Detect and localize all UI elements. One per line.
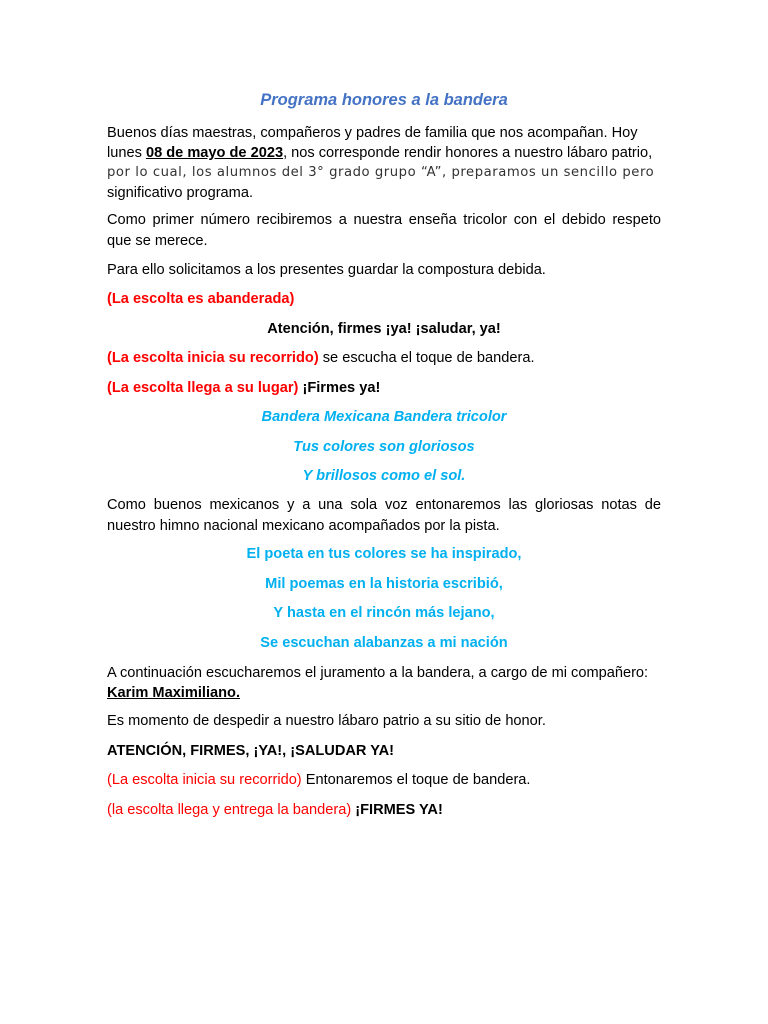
stage-direction-1: (La escolta es abanderada) <box>107 291 295 307</box>
poem2-line-4: Se escuchan alabanzas a mi nación <box>260 635 508 651</box>
poem1-line-2: Tus colores son gloriosos <box>293 439 475 455</box>
poem2-line-3: Y hasta en el rincón más lejano, <box>273 605 495 621</box>
poem1-line-3: Y brillosos como el sol. <box>302 468 466 484</box>
intro-text-1: Buenos días maestras, compañeros y padres de familia que nos acompañan. Hoy <box>107 125 638 141</box>
oath-student-name: Karim Maximiliano. <box>107 685 241 701</box>
intro-text-2a: lunes <box>107 145 146 161</box>
intro-line-3: por lo cual, los alumnos del 3° grado grupo “A”, preparamos un sencillo pero <box>107 165 655 180</box>
poem2-line-2: Mil poemas en la historia escribió, <box>265 576 503 592</box>
intro-line-2 <box>107 143 661 163</box>
stage-direction-3: (La escolta llega a su lugar) <box>107 380 299 396</box>
paragraph-composure: Para ello solicitamos a los presentes guardar la compostura debida. <box>107 262 546 278</box>
stage-line-5 <box>107 800 661 820</box>
poem2-line-1: El poeta en tus colores se ha inspirado, <box>246 546 522 562</box>
intro-line-4: significativo programa. <box>107 185 254 201</box>
intro-line-1 <box>107 123 661 143</box>
command-attention-1: Atención, firmes ¡ya! ¡saludar, ya! <box>267 321 501 337</box>
stage-direction-2: (La escolta inicia su recorrido) <box>107 350 319 366</box>
paragraph-oath: A continuación escucharemos el juramento a la bandera, a cargo de mi compañero: <box>107 665 649 681</box>
stage-text-3: ¡Firmes ya! <box>298 380 381 396</box>
stage-text-5: ¡FIRMES YA! <box>351 802 443 818</box>
stage-text-2: se escucha el toque de bandera. <box>318 350 535 366</box>
stage-line-2 <box>107 348 661 368</box>
paragraph-farewell: Es momento de despedir a nuestro lábaro patrio a su sitio de honor. <box>107 713 546 729</box>
stage-direction-5: (la escolta llega y entrega la bandera) <box>107 802 352 818</box>
command-attention-2: ATENCIÓN, FIRMES, ¡YA!, ¡SALUDAR YA! <box>107 743 395 759</box>
paragraph-receive-flag: Como primer número recibiremos a nuestra enseña tricolor con el debido respeto que se merece. <box>107 212 661 249</box>
document-title: Programa honores a la bandera <box>260 91 508 109</box>
stage-text-4: Entonaremos el toque de bandera. <box>301 772 531 788</box>
stage-line-4 <box>107 770 661 790</box>
poem1-line-1: Bandera Mexicana Bandera tricolor <box>261 409 507 425</box>
stage-direction-4: (La escolta inicia su recorrido) <box>107 772 302 788</box>
paragraph-anthem: Como buenos mexicanos y a una sola voz entonaremos las gloriosas notas de nuestro himno nacional mexicano acompañados por la pista. <box>107 497 661 534</box>
intro-text-2b: , nos corresponde rendir honores a nuestro lábaro patrio, <box>283 145 653 161</box>
event-date: 08 de mayo de 2023 <box>145 145 284 161</box>
stage-line-3 <box>107 378 661 398</box>
